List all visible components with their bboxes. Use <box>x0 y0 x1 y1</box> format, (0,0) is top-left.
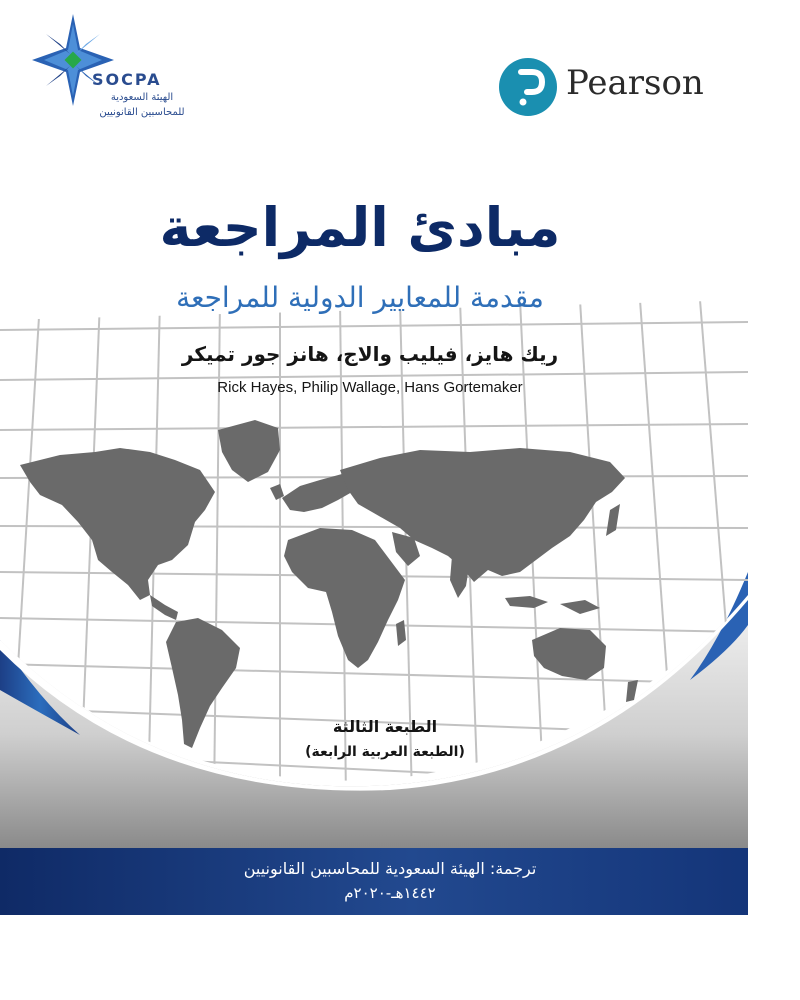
socpa-acronym: SOCPA <box>92 70 162 89</box>
book-title: مبادئ المراجعة <box>159 196 561 259</box>
edition-label: الطبعة الثالثة <box>332 717 438 736</box>
pearson-wordmark: Pearson <box>566 63 704 103</box>
authors-english: Rick Hayes, Philip Wallage, Hans Gortemaker <box>217 379 523 396</box>
pearson-p-logo-icon <box>499 58 557 116</box>
socpa-arabic-name-line1: الهيئة السعودية <box>110 92 174 103</box>
edition-note: (الطبعة العربية الرابعة) <box>305 744 465 760</box>
world-map-illustration <box>20 420 638 748</box>
book-subtitle: مقدمة للمعايير الدولية للمراجعة <box>176 281 544 314</box>
authors-arabic: ريك هايز، فيليب والاج، هانز جور تميكر <box>181 342 559 366</box>
translator-credit: ترجمة: الهيئة السعودية للمحاسبين القانونيين <box>243 859 537 878</box>
socpa-arabic-name-line2: للمحاسبين القانونيين <box>99 107 185 118</box>
publication-years: ١٤٤٢هـ-٢٠٢٠م <box>344 884 436 902</box>
